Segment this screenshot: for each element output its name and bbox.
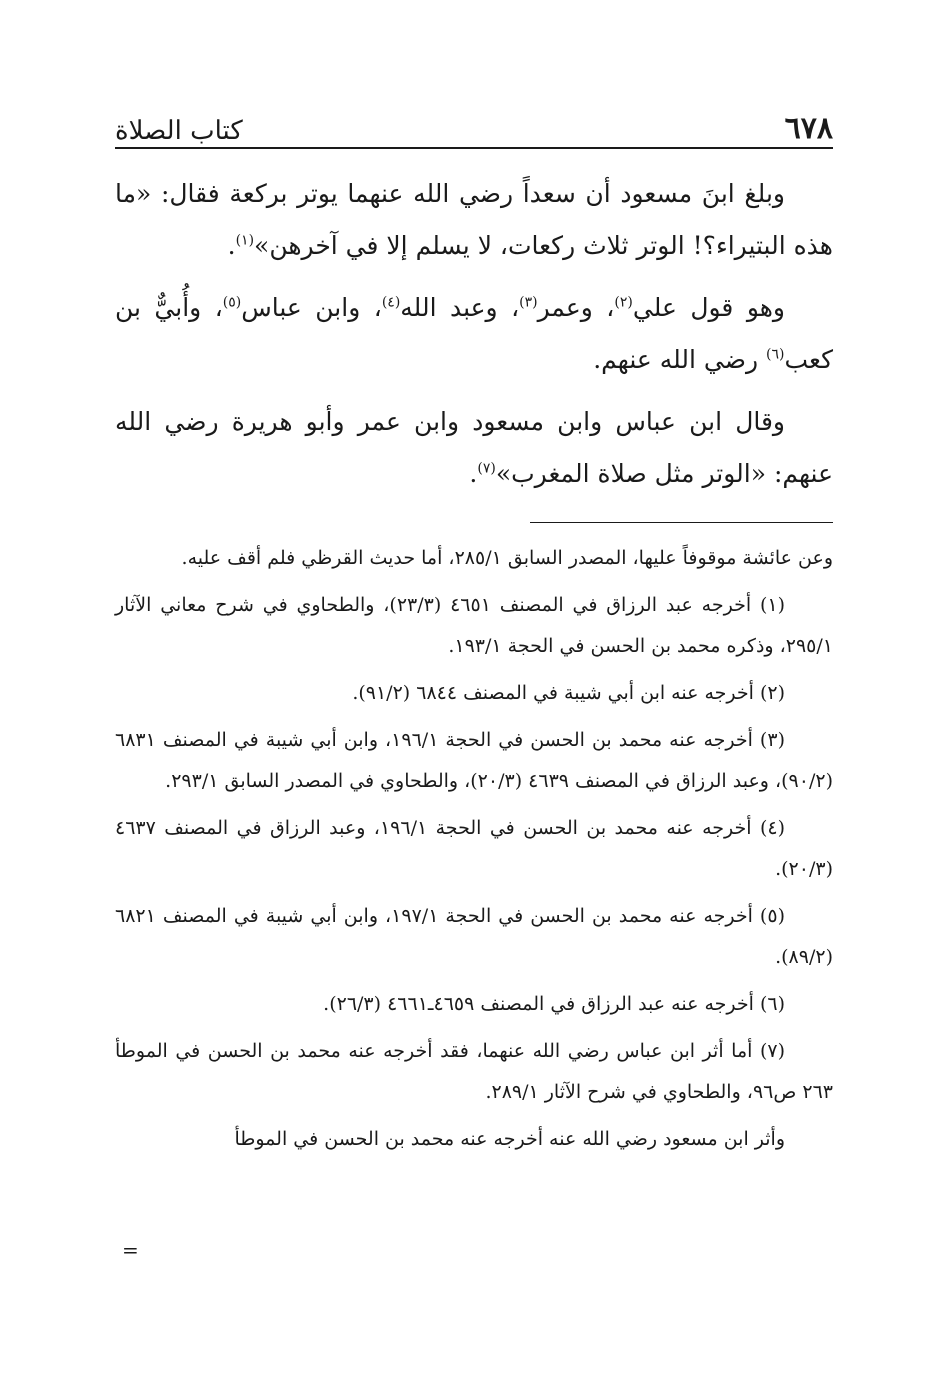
book-title: كتاب الصلاة <box>115 116 243 146</box>
footnote-5: (٥) أخرجه عنه محمد بن الحسن في الحجة ١٩٧/١، وابن أبي شيبة في المصنف ٦٨٢١ (٨٩/٢). <box>115 905 833 968</box>
footnote-ref-1[interactable]: (١) <box>235 232 255 249</box>
footnote-continuation: وعن عائشة موقوفاً عليها، المصدر السابق ٢٨٥/١، أما حديث القرظي فلم أقف عليه. <box>181 547 833 569</box>
paragraph-2-part-3: ، وعبد الله <box>400 293 520 322</box>
paragraph-3-text: وقال ابن عباس وابن مسعود وابن عمر وأبو هريرة رضي الله عنهم: «الوتر مثل صلاة المغرب» <box>115 407 833 488</box>
footnote-1: (١) أخرجه عبد الرزاق في المصنف ٤٦٥١ (٢٣/٣)، والطحاوي في شرح معاني الآثار ٢٩٥/١، وذكره محمد بن الحسن في الحجة ١٩٣/١. <box>115 594 833 657</box>
footnote-ref-4[interactable]: (٤) <box>381 294 401 311</box>
footnote-7-continued: وأثر ابن مسعود رضي الله عنه أخرجه عنه محمد بن الحسن في الموطأ <box>234 1128 785 1150</box>
footnote-7: (٧) أما أثر ابن عباس رضي الله عنهما، فقد أخرجه عنه محمد بن الحسن في الموطأ ٢٦٣ ص٩٦، والطحاوي في شرح الآثار ٢٨٩/١. <box>115 1040 833 1103</box>
footnote-separator <box>530 522 833 523</box>
paragraph-2-part-2: ، وعمر <box>537 293 615 322</box>
footnote-ref-5[interactable]: (٥) <box>222 294 242 311</box>
footnote-2: (٢) أخرجه عنه ابن أبي شيبة في المصنف ٦٨٤٤ (٩١/٢). <box>352 682 785 704</box>
paragraph-2-part-1: وهو قول علي <box>632 293 785 322</box>
paragraph-1-end: . <box>227 231 236 260</box>
paragraph-2 <box>115 282 833 386</box>
paragraph-1 <box>115 168 833 272</box>
footnote-ref-3[interactable]: (٣) <box>519 294 538 311</box>
paragraph-2-part-6: رضي الله عنهم. <box>593 345 767 374</box>
page-number: ٦٧٨ <box>784 111 833 146</box>
footnote-3: (٣) أخرجه عنه محمد بن الحسن في الحجة ١٩٦/١، وابن أبي شيبة في المصنف ٦٨٣١ (٩٠/٢)، وعبد الرزاق في المصنف ٤٦٣٩ (٢٠/٣)، والطحاوي في المصدر السابق ٢٩٣/١. <box>115 729 833 792</box>
header-rule <box>115 147 833 149</box>
continuation-mark: = <box>122 1238 139 1262</box>
footnote-ref-6[interactable]: (٦) <box>766 346 785 363</box>
paragraph-2-part-5: ، وأُبيٌّ بن كعب <box>115 293 833 374</box>
paragraph-2-part-4: ، وابن عباس <box>241 293 382 322</box>
main-text <box>115 168 833 508</box>
footnote-4: (٤) أخرجه عنه محمد بن الحسن في الحجة ١٩٦/١، وعبد الرزاق في المصنف ٤٦٣٧ (٢٠/٣). <box>115 817 833 880</box>
paragraph-3 <box>115 396 833 500</box>
footnotes <box>115 538 833 1166</box>
running-header <box>115 98 833 144</box>
paragraph-3-end: . <box>469 459 478 488</box>
footnote-6: (٦) أخرجه عنه عبد الرزاق في المصنف ٤٦٥٩ـ٤٦٦١ (٢٦/٣). <box>323 993 785 1015</box>
footnote-ref-2[interactable]: (٢) <box>614 294 633 311</box>
footnote-ref-7[interactable]: (٧) <box>477 460 496 477</box>
paragraph-1-text: وبلغ ابنَ مسعود أن سعداً رضي الله عنهما يوتر بركعة فقال: «ما هذه البتيراء؟! الوتر ثلاث ركعات، لا يسلم إلا في آخرهن» <box>115 179 833 260</box>
